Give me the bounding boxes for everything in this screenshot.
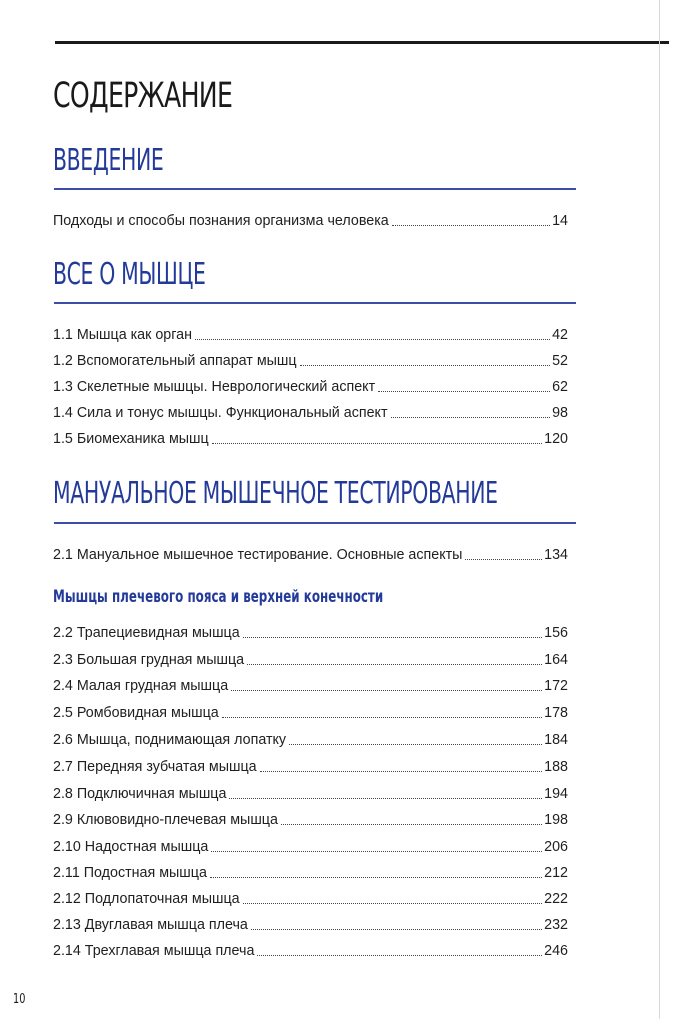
dot-leader	[210, 877, 542, 878]
toc-entry[interactable]	[53, 623, 568, 643]
toc-entry-page: 14	[552, 213, 568, 229]
toc-entry-title: 1.5 Биомеханика мышц	[53, 431, 209, 447]
toc-entry-page: 172	[544, 678, 568, 694]
toc-entry[interactable]	[53, 545, 568, 565]
dot-leader	[211, 851, 542, 852]
dot-leader	[229, 798, 542, 799]
toc-entry-title: 2.4 Малая грудная мышца	[53, 678, 229, 694]
dot-leader	[378, 391, 550, 392]
toc-entry-page: 42	[552, 327, 568, 343]
toc-entry-title: 2.11 Подостная мышца	[53, 865, 207, 881]
toc-entry-page: 156	[544, 625, 568, 641]
toc-entry-page: 184	[544, 732, 568, 748]
dot-leader	[195, 339, 550, 340]
subsection-heading: Мышцы плечевого пояса и верхней конечности	[53, 587, 384, 607]
dot-leader	[391, 417, 551, 418]
toc-entry[interactable]	[53, 889, 568, 909]
page-number: 10	[13, 992, 26, 1007]
section-rule	[54, 302, 576, 304]
toc-entry-page: 134	[544, 547, 568, 563]
toc-entry[interactable]	[53, 730, 568, 750]
dot-leader	[260, 771, 543, 772]
toc-entry-page: 98	[552, 405, 568, 421]
toc-entry-title: 2.6 Мышца, поднимающая лопатку	[53, 732, 287, 748]
section-heading-manual-testing: МАНУАЛЬНОЕ МЫШЕЧНОЕ ТЕСТИРОВАНИЕ	[53, 476, 498, 511]
toc-entry-title: 2.7 Передняя зубчатая мышца	[53, 759, 257, 775]
toc-entry[interactable]	[53, 837, 568, 857]
toc-entry[interactable]	[53, 351, 568, 371]
dot-leader	[222, 717, 542, 718]
toc-entry-title: 1.4 Сила и тонус мышцы. Функциональный аспект	[53, 405, 388, 421]
toc-entry[interactable]	[53, 810, 568, 830]
toc-entry-title: 1.3 Скелетные мышцы. Неврологический аспект	[53, 379, 376, 395]
page-title: СОДЕРЖАНИЕ	[53, 76, 233, 116]
section-rule	[54, 188, 576, 190]
toc-entry-title: 2.1 Мануальное мышечное тестирование. Основные аспекты	[53, 547, 463, 563]
toc-entry[interactable]	[53, 377, 568, 397]
section-heading-introduction: ВВЕДЕНИЕ	[53, 143, 164, 178]
dot-leader	[243, 637, 542, 638]
toc-entry[interactable]	[53, 325, 568, 345]
toc-entry-title: 2.12 Подлопаточная мышца	[53, 891, 240, 907]
toc-entry-title: Подходы и способы познания организма человека	[53, 213, 389, 229]
dot-leader	[243, 903, 543, 904]
toc-entry[interactable]	[53, 703, 568, 723]
toc-entry[interactable]	[53, 676, 568, 696]
top-rule	[55, 41, 669, 44]
dot-leader	[251, 929, 542, 930]
toc-entry[interactable]	[53, 915, 568, 935]
toc-entry[interactable]	[53, 784, 568, 804]
toc-entry[interactable]	[53, 757, 568, 777]
toc-entry-title: 2.8 Подключичная мышца	[53, 786, 227, 802]
toc-entry-title: 2.13 Двуглавая мышца плеча	[53, 917, 248, 933]
toc-entry-page: 206	[544, 839, 568, 855]
toc-entry-page: 212	[544, 865, 568, 881]
dot-leader	[247, 664, 542, 665]
toc-entry-page: 198	[544, 812, 568, 828]
toc-entry-page: 120	[544, 431, 568, 447]
dot-leader	[465, 559, 542, 560]
section-heading-muscle: ВСЕ О МЫШЦЕ	[53, 257, 206, 292]
dot-leader	[257, 955, 542, 956]
toc-entry-page: 52	[552, 353, 568, 369]
dot-leader	[212, 443, 542, 444]
toc-entry-page: 194	[544, 786, 568, 802]
dot-leader	[281, 824, 542, 825]
toc-entry-title: 2.14 Трехглавая мышца плеча	[53, 943, 255, 959]
toc-entry-title: 1.1 Мышца как орган	[53, 327, 193, 343]
toc-entry[interactable]	[53, 403, 568, 423]
dot-leader	[289, 744, 542, 745]
toc-entry-page: 246	[544, 943, 568, 959]
toc-entry-page: 62	[552, 379, 568, 395]
toc-entry[interactable]	[53, 941, 568, 961]
toc-entry-page: 188	[544, 759, 568, 775]
toc-entry-page: 222	[544, 891, 568, 907]
dot-leader	[392, 225, 550, 226]
toc-entry-title: 2.5 Ромбовидная мышца	[53, 705, 219, 721]
toc-entry[interactable]	[53, 650, 568, 670]
toc-entry-page: 232	[544, 917, 568, 933]
toc-entry-title: 2.2 Трапециевидная мышца	[53, 625, 240, 641]
toc-entry[interactable]	[53, 211, 568, 231]
toc-entry-page: 178	[544, 705, 568, 721]
page-edge-line	[659, 0, 660, 1019]
dot-leader	[300, 365, 551, 366]
toc-entry[interactable]	[53, 429, 568, 449]
section-rule	[54, 522, 576, 524]
dot-leader	[231, 690, 542, 691]
toc-entry-title: 2.3 Большая грудная мышца	[53, 652, 245, 668]
toc-entry-title: 2.10 Надостная мышца	[53, 839, 209, 855]
toc-entry-page: 164	[544, 652, 568, 668]
toc-entry-title: 2.9 Клювовидно-плечевая мышца	[53, 812, 278, 828]
toc-entry[interactable]	[53, 863, 568, 883]
toc-entry-title: 1.2 Вспомогательный аппарат мышц	[53, 353, 297, 369]
